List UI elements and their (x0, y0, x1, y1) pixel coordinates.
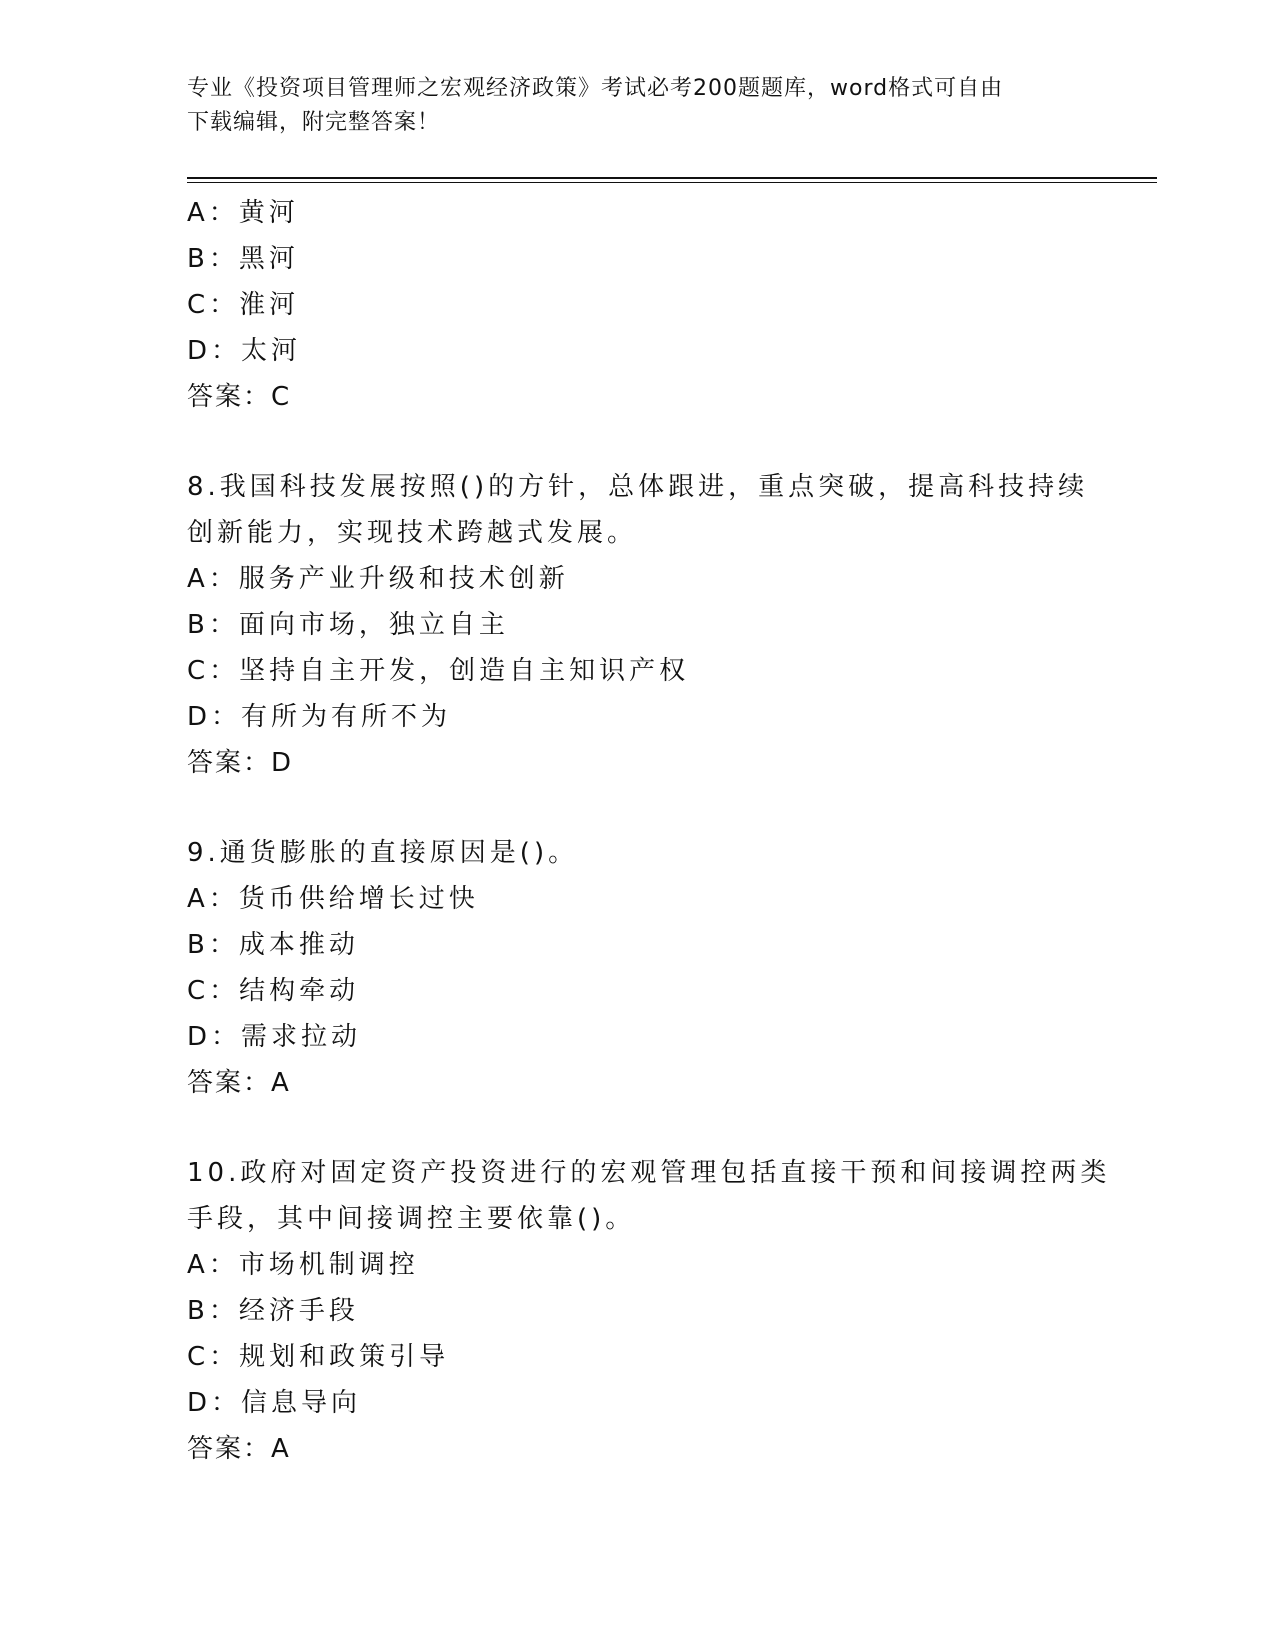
question-stem-line-1: 10.政府对固定资产投资进行的宏观管理包括直接干预和间接调控两类 (187, 1158, 1111, 1188)
document-header (187, 72, 1087, 140)
spacer (187, 786, 1087, 830)
option-c: C：坚持自主开发，创造自主知识产权 (187, 656, 690, 686)
question-list (187, 190, 1111, 1472)
option-a: A：黄河 (187, 198, 299, 228)
question-10 (187, 1150, 1111, 1472)
question-8 (187, 464, 1087, 786)
answer-line: 答案：C (187, 382, 292, 412)
option-b: B：黑河 (187, 244, 299, 274)
option-c: C：规划和政策引导 (187, 1342, 450, 1372)
option-c: C：淮河 (187, 290, 300, 320)
spacer (187, 420, 1087, 464)
header-divider-thin (187, 182, 1157, 183)
answer-line: 答案：A (187, 1434, 291, 1464)
header-line-2: 下载编辑，附完整答案！ (187, 110, 441, 135)
header-line-1: 专业《投资项目管理师之宏观经济政策》考试必考200题题库，word格式可自由 (187, 76, 1004, 101)
option-d: D：太河 (187, 336, 302, 366)
header-divider-thick (187, 177, 1157, 179)
option-c: C：结构牵动 (187, 976, 360, 1006)
option-b: B：成本推动 (187, 930, 359, 960)
option-a: A：服务产业升级和技术创新 (187, 564, 569, 594)
question-7 (187, 190, 1087, 420)
question-stem-line-2: 手段，其中间接调控主要依靠()。 (187, 1204, 636, 1234)
question-stem-line-1: 8.我国科技发展按照()的方针，总体跟进，重点突破，提高科技持续 (187, 472, 1089, 502)
option-b: B：面向市场，独立自主 (187, 610, 509, 640)
question-stem-line-2: 创新能力，实现技术跨越式发展。 (187, 518, 638, 548)
question-9 (187, 830, 1087, 1106)
option-d: D：需求拉动 (187, 1022, 362, 1052)
answer-line: 答案：D (187, 748, 294, 778)
option-b: B：经济手段 (187, 1296, 359, 1326)
question-stem-line-1: 9.通货膨胀的直接原因是()。 (187, 838, 579, 868)
option-d: D：有所为有所不为 (187, 702, 452, 732)
option-d: D：信息导向 (187, 1388, 362, 1418)
option-a: A：市场机制调控 (187, 1250, 419, 1280)
answer-line: 答案：A (187, 1068, 291, 1098)
option-a: A：货币供给增长过快 (187, 884, 479, 914)
spacer (187, 1106, 1087, 1150)
